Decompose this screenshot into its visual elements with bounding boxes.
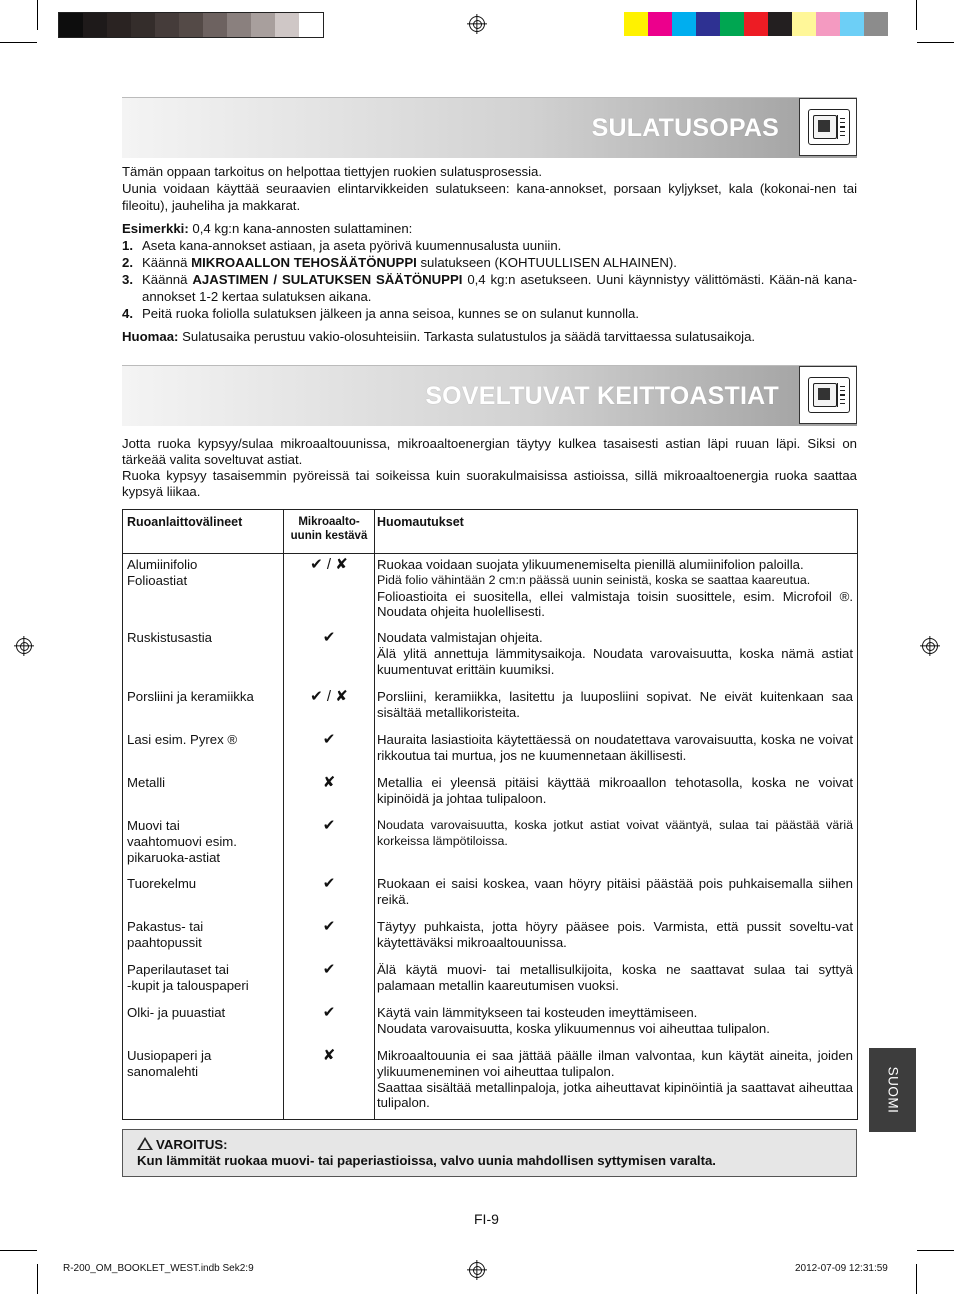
- color-swatch: [59, 13, 83, 37]
- intro-paragraph: Jotta ruoka kypsyy/sulaa mikroaaltouunissa, mikroaaltoenergian täytyy kulkea tasaisesti astian läpi ruuan läpi. Siksi on tärkeää valita soveltuvat astiat.: [122, 436, 857, 467]
- color-swatch: [648, 12, 672, 36]
- color-swatch: [203, 13, 227, 37]
- warning-text: Kun lämmität ruokaa muovi- tai paperiastioissa, valvo uunia mahdollisen syttymisen varalta.: [137, 1153, 716, 1168]
- crop-mark: [0, 42, 37, 43]
- column-header: Huomautukset: [377, 515, 464, 529]
- column-header: Ruoanlaittovälineet: [127, 515, 243, 529]
- intro-paragraph: Tämän oppaan tarkoitus on helpottaa tiettyjen ruokien sulatusprosessia.: [122, 164, 543, 179]
- suitability-mark: ✔: [322, 918, 336, 935]
- suitability-mark: ✔: [322, 961, 336, 978]
- color-swatch: [624, 12, 648, 36]
- step-list: [122, 237, 857, 322]
- color-swatch: [792, 12, 816, 36]
- color-swatch: [840, 12, 864, 36]
- crop-mark: [917, 42, 954, 43]
- warning-label: VAROITUS:: [137, 1137, 856, 1153]
- note-line: Huomaa: Sulatusaika perustuu vakio-olosuhteisiin. Tarkasta sulatustulos ja säädä tarvittaessa sulatusaikoja.: [122, 329, 756, 344]
- microwave-oven-icon: [799, 366, 857, 424]
- cookware-table: Ruoanlaittovälineet Mikroaalto- uunin kestävä Huomautukset Alumiinifolio Folioastiat ✔ / ✘ Ruokaa voidaan suojata ylikuumenemiselta pienillä alumiinifolion paloilla. Pidä folio vähintään 2 cm:n päässä uunin seinistä, koska se saattaa kaareutua. Folioastioita ei suositella, ellei valmistaja toisin suosittele, esim. Microfoil ®. Noudata ohjeita huolellisesti. Ruskistusastia ✔ Noudata valmistajan ohjeita. Älä ylitä annettuja lämmitysaikoja. Noudata varovaisuutta, koska nämä astiat kuumentuvat erittäin kuumiksi. Porsliini ja keramiikka ✔ / ✘ Porsliini, keramiikka, lasitettu ja luuposliini sopivat. Ne eivät kuitenkaan saa sisältää metallikoristeita. Lasi esim. Pyrex ® ✔ Hauraita lasiastioita käytettäessä on noudatettava varovaisuutta, koska ne voivat rikkoutua tai murtua, jos ne kuumennetaan äkillisesti. Metalli ✘ Metallia ei yleensä pitäisi käyttää mikroaallon tehotasolla, koska ne voivat kipinöidä ja johtaa tulipaloon. Muovi tai vaahtomuovi esim. pikaruoka-astiat ✔ Noudata varovaisuutta, koska jotkut astiat voivat vääntyä, sulaa tai päästää väriä korkeissa lämpötiloissa. Tuorekelmu ✔ Ruokaan ei saisi koskea, vaan höyry pitäisi päästää pois puhkaisemalla siihen reikä. Pakastus- tai paahtopussit ✔ Täytyy puhkaista, jotta höyry pääsee pois. Varmista, että pussit soveltu-vat käytettäväksi mikroaaltouunissa. Paperilautaset tai -kupit ja talouspaperi ✔ Älä käytä muovi- tai metallisulkijoita, koska ne saattavat sulaa tai syttyä palamaan metallin kaareutumisen vuoksi. Olki- ja puuastiat ✔ Käytä vain lämmitykseen tai kosteuden imeyttämiseen. Noudata varovaisuutta, koska ylikuumennus voi aiheuttaa tulipalon. Uusiopaperi ja sanomalehti ✘ Mikroaaltouunia ei saa jättää päälle ilman valvontaa, kun käytät aineita, joiden ylikuumeneminen voi aiheuttaa tulipalon. Saattaa sisältää metallinpaloja, jotka aiheuttavat kipinöintiä ja saattavat aiheuttaa tulipalon.: [122, 509, 858, 1120]
- list-item: 3. Käännä AJASTIMEN / SULATUKSEN SÄÄTÖNUPPI 0,4 kg:n asetukseen. Uuni käynnistyy välittömästi. Kään-nä kana-annokset 1-2 kertaa sulatuksen aikana.: [122, 272, 857, 304]
- suitability-mark: ✘: [322, 774, 336, 791]
- list-item: 4. Peitä ruoka foliolla sulatuksen jälkeen ja anna seisoa, kunnes se on sulanut kunnolla.: [122, 306, 640, 321]
- color-swatch: [720, 12, 744, 36]
- defrost-guide-text: [122, 163, 857, 345]
- example-line: Esimerkki: 0,4 kg:n kana-annosten sulattaminen:: [122, 221, 413, 236]
- cookware-intro-text: [122, 436, 857, 500]
- column-header: Mikroaalto- uunin kestävä: [290, 516, 368, 542]
- color-swatch: [155, 13, 179, 37]
- color-swatch: [672, 12, 696, 36]
- list-item: 1. Aseta kana-annokset astiaan, ja aseta pyörivä kuumennusalusta uuniin.: [122, 238, 562, 253]
- registration-mark-icon: [922, 638, 938, 654]
- crop-mark: [37, 1264, 38, 1294]
- suitability-mark: ✔: [322, 875, 336, 892]
- crop-mark: [916, 1264, 917, 1294]
- crop-mark: [917, 1250, 954, 1251]
- process-color-bar: [624, 12, 888, 36]
- color-swatch: [299, 13, 323, 37]
- suitability-mark: ✔: [322, 817, 336, 834]
- color-swatch: [696, 12, 720, 36]
- microwave-oven-icon: [799, 98, 857, 156]
- list-item: 2. Käännä MIKROAALLON TEHOSÄÄTÖNUPPI sulatukseen (KOHTUULLISEN ALHAINEN).: [122, 255, 677, 270]
- intro-paragraph: Uunia voidaan käyttää seuraavien elintarvikkeiden sulatukseen: kana-annokset, porsaan kyljykset, kala (kokonai-nen tai fileoitu), jauheliha ja makkarat.: [122, 181, 857, 213]
- crop-mark: [37, 0, 38, 30]
- color-swatch: [744, 12, 768, 36]
- page-number: FI-9: [474, 1211, 499, 1227]
- suitability-mark: ✔: [322, 731, 336, 748]
- suitability-mark: ✘: [322, 1047, 336, 1064]
- suitability-mark: ✔ / ✘: [310, 688, 348, 705]
- color-swatch: [768, 12, 792, 36]
- registration-mark-icon: [16, 638, 32, 654]
- section-title: SOVELTUVAT KEITTOASTIAT: [425, 382, 779, 410]
- print-footer-right: 2012-07-09 12:31:59: [795, 1263, 888, 1274]
- language-side-tab: SUOMI: [869, 1048, 916, 1132]
- print-footer-left: R-200_OM_BOOKLET_WEST.indb Sek2:9: [63, 1263, 254, 1274]
- suitability-mark: ✔: [322, 629, 336, 646]
- color-swatch: [179, 13, 203, 37]
- intro-paragraph: Ruoka kypsyy tasaisemmin pyöreissä tai soikeissa kuin suorakulmaisissa astioissa, sillä mikroaaltoenergia ruoka saattaa kypsyä liikaa.: [122, 468, 857, 499]
- color-swatch: [275, 13, 299, 37]
- suitability-mark: ✔ / ✘: [310, 556, 348, 573]
- section-header-sulatusopas: [122, 97, 857, 158]
- color-swatch: [131, 13, 155, 37]
- crop-mark: [0, 1250, 37, 1251]
- warning-box: [122, 1129, 857, 1177]
- warning-triangle-icon: [137, 1137, 153, 1150]
- crop-mark: [916, 0, 917, 30]
- color-swatch: [864, 12, 888, 36]
- color-swatch: [251, 13, 275, 37]
- registration-mark-icon: [469, 1262, 485, 1278]
- color-swatch: [107, 13, 131, 37]
- registration-mark-icon: [469, 16, 485, 32]
- color-swatch: [816, 12, 840, 36]
- grayscale-color-bar: [58, 12, 324, 38]
- section-title: SULATUSOPAS: [591, 114, 779, 142]
- section-header-soveltuvat: [122, 365, 857, 426]
- color-swatch: [227, 13, 251, 37]
- color-swatch: [83, 13, 107, 37]
- suitability-mark: ✔: [322, 1004, 336, 1021]
